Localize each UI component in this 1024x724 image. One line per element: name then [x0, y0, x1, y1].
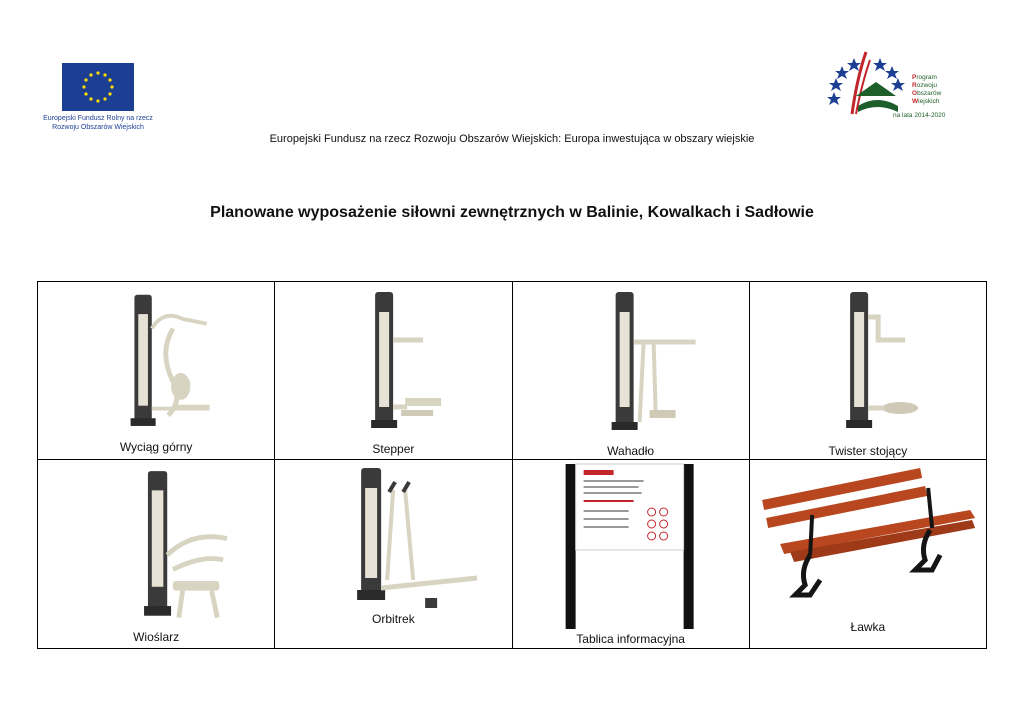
equipment-cell: [749, 282, 986, 460]
standing-twister-machine-icon: [750, 282, 986, 459]
equipment-label: Wyciąg górny: [119, 440, 193, 454]
equipment-label: Orbitrek: [372, 612, 415, 626]
equipment-label: Wahadło: [607, 444, 655, 458]
page-title: Planowane wyposażenie siłowni zewnętrznych w Balinie, Kowalkach i Sadłowie: [210, 204, 814, 221]
equipment-cell: [38, 282, 275, 460]
prow-program-name: Program Rozwoju Obszarów Wiejskich: [912, 74, 942, 105]
equipment-table: [37, 281, 987, 649]
equipment-label: Tablica informacyjna: [576, 632, 685, 646]
equipment-label: Ławka: [850, 620, 886, 634]
eu-fund-caption: Europejski Fundusz Rolny na rzecz Rozwoju Obszarów Wiejskich: [43, 115, 153, 131]
equipment-cell: [38, 460, 275, 649]
lat-pulldown-machine-icon: [38, 282, 274, 459]
pendulum-machine-icon: [513, 282, 749, 459]
stepper-machine-icon: [275, 282, 511, 459]
equipment-cell: [275, 460, 512, 649]
equipment-label: Stepper: [372, 442, 415, 456]
eu-flag-logo: [62, 63, 134, 111]
prow-years: na lata 2014-2020: [893, 112, 946, 119]
fund-subtitle: Europejski Fundusz na rzecz Rozwoju Obszarów Wiejskich: Europa inwestująca w obszary wiejskie: [269, 133, 755, 145]
rowing-machine-icon: [38, 460, 274, 648]
equipment-label: Wioślarz: [133, 630, 180, 644]
equipment-cell: [512, 460, 749, 649]
equipment-cell: [749, 460, 986, 649]
equipment-cell: [512, 282, 749, 460]
equipment-cell: [275, 282, 512, 460]
information-board-icon: [513, 460, 749, 648]
equipment-label: Twister stojący: [828, 444, 908, 458]
